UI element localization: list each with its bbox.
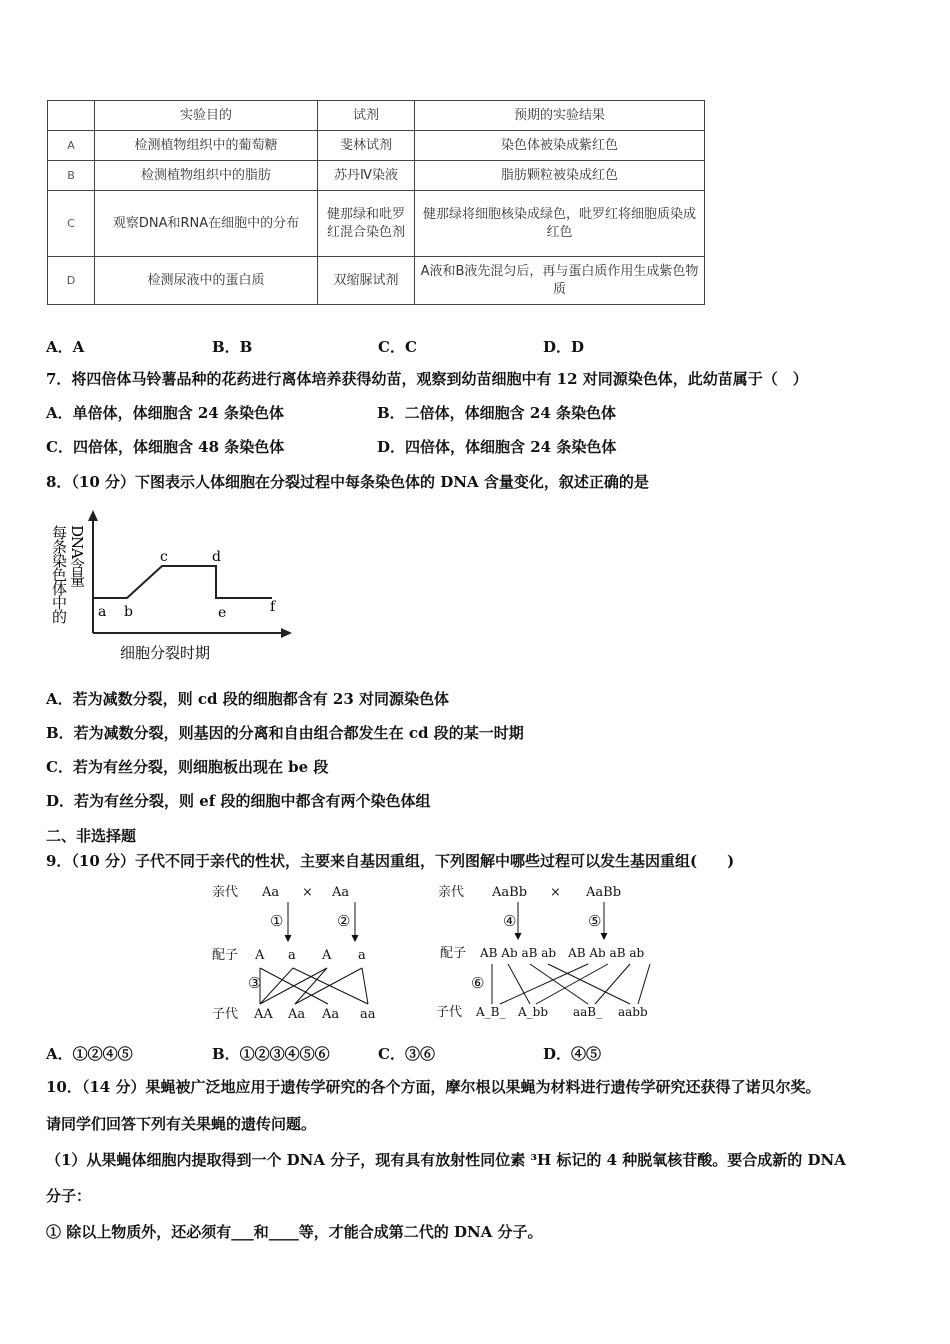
table-row xyxy=(48,191,705,257)
left-gamete: A xyxy=(255,948,265,963)
purpose-cell: 检测植物组织中的脂肪 xyxy=(95,161,318,191)
point-label-d: d xyxy=(212,549,221,565)
table-row xyxy=(48,131,705,161)
recombination-diagram xyxy=(200,878,670,1028)
table-header-cell xyxy=(48,101,95,131)
experiment-table xyxy=(47,100,705,305)
point-label-f: f xyxy=(270,599,276,615)
left-gamete: a xyxy=(358,948,366,963)
right-offspring: A_bb xyxy=(518,1005,549,1019)
q10-stem-line2: 请同学们回答下列有关果蝇的遗传问题。 xyxy=(46,1115,317,1133)
q9-option-c[interactable]: C．③⑥ xyxy=(378,1045,435,1063)
dna-content-chart xyxy=(40,505,300,670)
left-gamete-label: 配子 xyxy=(212,948,239,963)
left-offspring-label: 子代 xyxy=(212,1007,239,1022)
q7-stem: 7．将四倍体马铃薯品种的花药进行离体培养获得幼苗，观察到幼苗细胞中有 12 对同源染色体，此幼苗属于（ ） xyxy=(46,370,808,388)
q8-option-a[interactable]: A．若为减数分裂，则 cd 段的细胞都含有 23 对同源染色体 xyxy=(46,690,450,708)
q6-option-a[interactable]: A．A xyxy=(46,338,85,356)
section-heading: 二、非选择题 xyxy=(46,827,137,845)
purpose-cell: 检测植物组织中的葡萄糖 xyxy=(95,131,318,161)
result-cell: 健那绿将细胞核染成绿色，吡罗红将细胞质染成红色 xyxy=(415,191,705,257)
right-parent-1: AaBb xyxy=(492,885,528,900)
table-header-row xyxy=(48,101,705,131)
q8-option-d[interactable]: D．若为有丝分裂，则 ef 段的细胞中都含有两个染色体组 xyxy=(46,792,431,810)
step-3-label: ③ xyxy=(248,974,262,992)
result-cell: 脂肪颗粒被染成红色 xyxy=(415,161,705,191)
q6-option-b[interactable]: B．B xyxy=(212,338,253,356)
q10-part1-line1: （1）从果蝇体细胞内提取得到一个 DNA 分子，现有具有放射性同位素 ³H 标记的 4 种脱氧核苷酸。要合成新的 DNA xyxy=(46,1151,846,1169)
y-axis-label-col2: DNA含量 xyxy=(68,525,86,586)
q10-stem-line1: 10．（14 分）果蝇被广泛地应用于遗传学研究的各个方面，摩尔根以果蝇为材料进行遗传学研究还获得了诺贝尔奖。 xyxy=(46,1078,821,1096)
row-label: B xyxy=(48,161,95,191)
q8-stem: 8．（10 分）下图表示人体细胞在分裂过程中每条染色体的 DNA 含量变化，叙述正确的是 xyxy=(46,473,649,491)
left-gamete: a xyxy=(288,948,296,963)
right-cross-symbol: × xyxy=(550,885,561,900)
table-row xyxy=(48,257,705,305)
right-parent-label: 亲代 xyxy=(438,885,465,900)
left-parent-label: 亲代 xyxy=(212,885,239,900)
point-label-c: c xyxy=(160,549,168,565)
x-axis-arrow xyxy=(281,628,292,638)
step-4-label: ④ xyxy=(503,912,517,930)
right-offspring-label: 子代 xyxy=(436,1005,463,1020)
reagent-cell: 苏丹Ⅳ染液 xyxy=(318,161,415,191)
point-label-a: a xyxy=(98,604,107,620)
purpose-cell: 检测尿液中的蛋白质 xyxy=(95,257,318,305)
q7-option-a[interactable]: A．单倍体，体细胞含 24 条染色体 xyxy=(46,404,284,422)
left-parent-1: Aa xyxy=(262,885,280,900)
right-gamete-label: 配子 xyxy=(440,946,467,961)
q8-option-b[interactable]: B．若为减数分裂，则基因的分离和自由组合都发生在 cd 段的某一时期 xyxy=(46,724,524,742)
reagent-cell: 双缩脲试剂 xyxy=(318,257,415,305)
q6-option-c[interactable]: C．C xyxy=(378,338,417,356)
right-parent-2: AaBb xyxy=(586,885,622,900)
table-header-cell: 预期的实验结果 xyxy=(415,101,705,131)
y-axis-label-col1: 每条染色体中的 xyxy=(50,525,68,623)
x-axis-label: 细胞分裂时期 xyxy=(120,644,211,662)
left-offspring: Aa xyxy=(288,1007,306,1022)
left-gamete: A xyxy=(322,948,332,963)
q9-option-a[interactable]: A．①②④⑤ xyxy=(46,1045,133,1063)
y-axis-arrow xyxy=(88,510,98,521)
q9-option-b[interactable]: B．①②③④⑤⑥ xyxy=(212,1045,330,1063)
left-offspring: aa xyxy=(360,1007,376,1022)
purpose-cell: 观察DNA和RNA在细胞中的分布 xyxy=(95,191,318,257)
q6-option-d[interactable]: D．D xyxy=(543,338,585,356)
q10-part1-line2: 分子： xyxy=(46,1187,92,1205)
q7-option-b[interactable]: B．二倍体，体细胞含 24 条染色体 xyxy=(377,404,616,422)
reagent-cell: 健那绿和吡罗红混合染色剂 xyxy=(318,191,415,257)
left-parent-2: Aa xyxy=(332,885,350,900)
table-header-cell: 试剂 xyxy=(318,101,415,131)
table-header-cell: 实验目的 xyxy=(95,101,318,131)
dna-content-curve xyxy=(93,566,272,598)
left-cross-symbol: × xyxy=(302,885,313,900)
row-label: A xyxy=(48,131,95,161)
q9-option-d[interactable]: D．④⑤ xyxy=(543,1045,602,1063)
right-gametes: AB Ab aB ab AB Ab aB ab xyxy=(480,946,645,960)
row-label: D xyxy=(48,257,95,305)
result-cell: A液和B液先混匀后，再与蛋白质作用生成紫色物质 xyxy=(415,257,705,305)
right-offspring: aaB_ xyxy=(573,1005,603,1019)
point-label-b: b xyxy=(124,604,133,620)
step-5-label: ⑤ xyxy=(588,912,602,930)
result-cell: 染色体被染成紫红色 xyxy=(415,131,705,161)
step-6-label: ⑥ xyxy=(471,974,485,992)
point-label-e: e xyxy=(218,605,227,621)
left-offspring: Aa xyxy=(322,1007,340,1022)
step-1-label: ① xyxy=(270,912,284,930)
q9-stem: 9．（10 分）子代不同于亲代的性状，主要来自基因重组，下列图解中哪些过程可以发生基因重组( ) xyxy=(46,852,735,870)
step-2-label: ② xyxy=(337,912,351,930)
q7-option-c[interactable]: C．四倍体，体细胞含 48 条染色体 xyxy=(46,438,285,456)
right-offspring: A_B_ xyxy=(476,1005,506,1019)
q10-part1-sub: ① 除以上物质外，还必须有___和____等，才能合成第二代的 DNA 分子。 xyxy=(46,1223,543,1241)
q8-option-c[interactable]: C．若为有丝分裂，则细胞板出现在 be 段 xyxy=(46,758,329,776)
left-offspring: AA xyxy=(254,1007,273,1022)
q7-option-d[interactable]: D．四倍体，体细胞含 24 条染色体 xyxy=(377,438,617,456)
table-row xyxy=(48,161,705,191)
row-label: C xyxy=(48,191,95,257)
right-offspring: aabb xyxy=(618,1005,648,1019)
reagent-cell: 斐林试剂 xyxy=(318,131,415,161)
